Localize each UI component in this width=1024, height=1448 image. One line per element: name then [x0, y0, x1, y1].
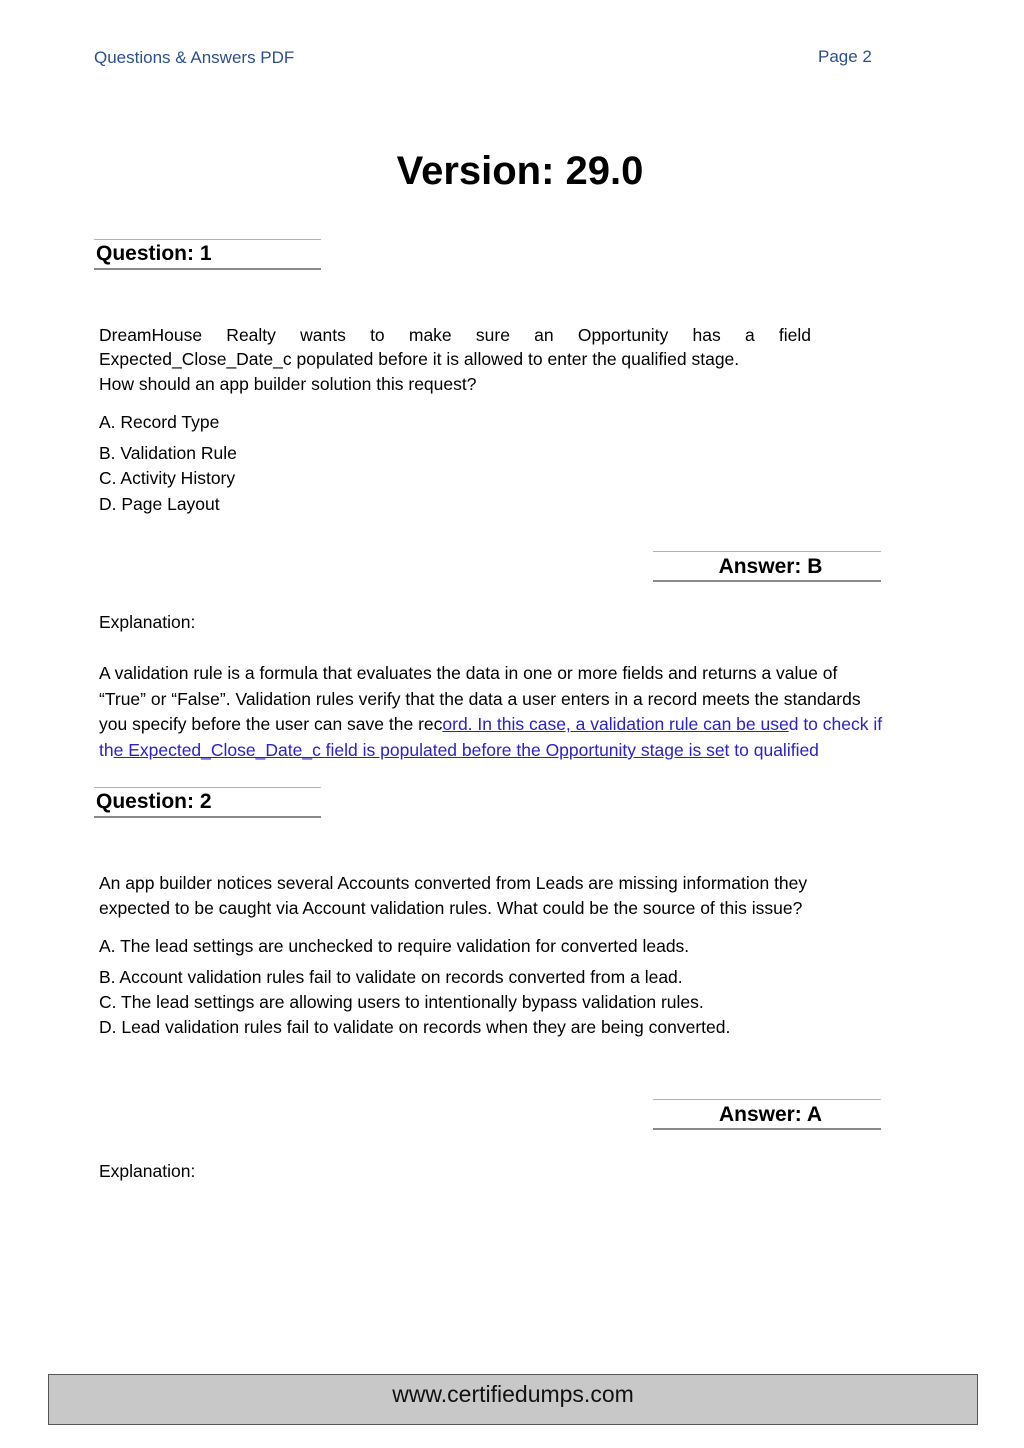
question-2-text-line-2: expected to be caught via Account validation rules. What could be the source of this issue?	[99, 898, 803, 918]
explanation-line-3-blue-text: d to check if	[788, 714, 883, 734]
footer-bar	[48, 1374, 978, 1425]
explanation-line-4	[99, 738, 819, 762]
question-1-option-b: B. Validation Rule	[99, 443, 237, 463]
question-2-option-d: D. Lead validation rules fail to validate on records when they are being converted.	[99, 1017, 731, 1037]
question-2-explanation-label: Explanation:	[99, 1161, 196, 1181]
question-1-answer-box	[653, 551, 881, 582]
question-1-option-a: A. Record Type	[99, 412, 220, 432]
version-heading: Version: 29.0	[396, 149, 644, 193]
explanation-link-1[interactable]: ord. In this case, a validation rule can be use	[442, 714, 789, 734]
explanation-line-2: “True” or “False”. Validation rules verify that the data a user enters in a record meets the standards	[99, 689, 861, 709]
explanation-line-4-blue-end: t to qualified	[724, 740, 819, 760]
question-1-option-d: D. Page Layout	[99, 494, 220, 514]
explanation-line-3	[99, 712, 882, 736]
question-2-answer-box	[653, 1099, 881, 1130]
question-2-answer: Answer: A	[718, 1103, 823, 1126]
question-1-option-c: C. Activity History	[99, 468, 236, 488]
question-1-title: Question: 1	[96, 242, 212, 265]
question-1-text-line-1: DreamHouse Realty wants to make sure an Opportunity has a field	[99, 325, 811, 345]
explanation-line-1: A validation rule is a formula that evaluates the data in one or more fields and returns a value of	[99, 663, 838, 683]
question-2-heading	[94, 787, 321, 818]
header-title: Questions & Answers PDF	[94, 48, 295, 67]
question-2-option-b: B. Account validation rules fail to validate on records converted from a lead.	[99, 967, 683, 987]
footer-url[interactable]: www.certifiedumps.com	[392, 1381, 634, 1407]
question-2-text-line-1: An app builder notices several Accounts converted from Leads are missing information they	[99, 873, 808, 893]
explanation-line-3-text: you specify before the user can save the rec	[99, 714, 443, 734]
question-1-text-line-3: How should an app builder solution this request?	[99, 374, 477, 394]
explanation-link-2[interactable]: e Expected_Close_Date_c field is populated before the Opportunity stage is se	[113, 740, 725, 760]
question-1-answer: Answer: B	[718, 555, 823, 578]
question-2-option-c: C. The lead settings are allowing users to intentionally bypass validation rules.	[99, 992, 704, 1012]
explanation-line-4-blue-start: th	[99, 740, 114, 760]
question-2-option-a: A. The lead settings are unchecked to require validation for converted leads.	[99, 936, 690, 956]
question-1-heading	[94, 239, 321, 270]
question-1-explanation-label: Explanation:	[99, 612, 196, 632]
question-2-title: Question: 2	[96, 790, 212, 813]
question-1-text-line-2: Expected_Close_Date_c populated before it is allowed to enter the qualified stage.	[99, 349, 740, 369]
page-number: Page 2	[818, 47, 872, 66]
